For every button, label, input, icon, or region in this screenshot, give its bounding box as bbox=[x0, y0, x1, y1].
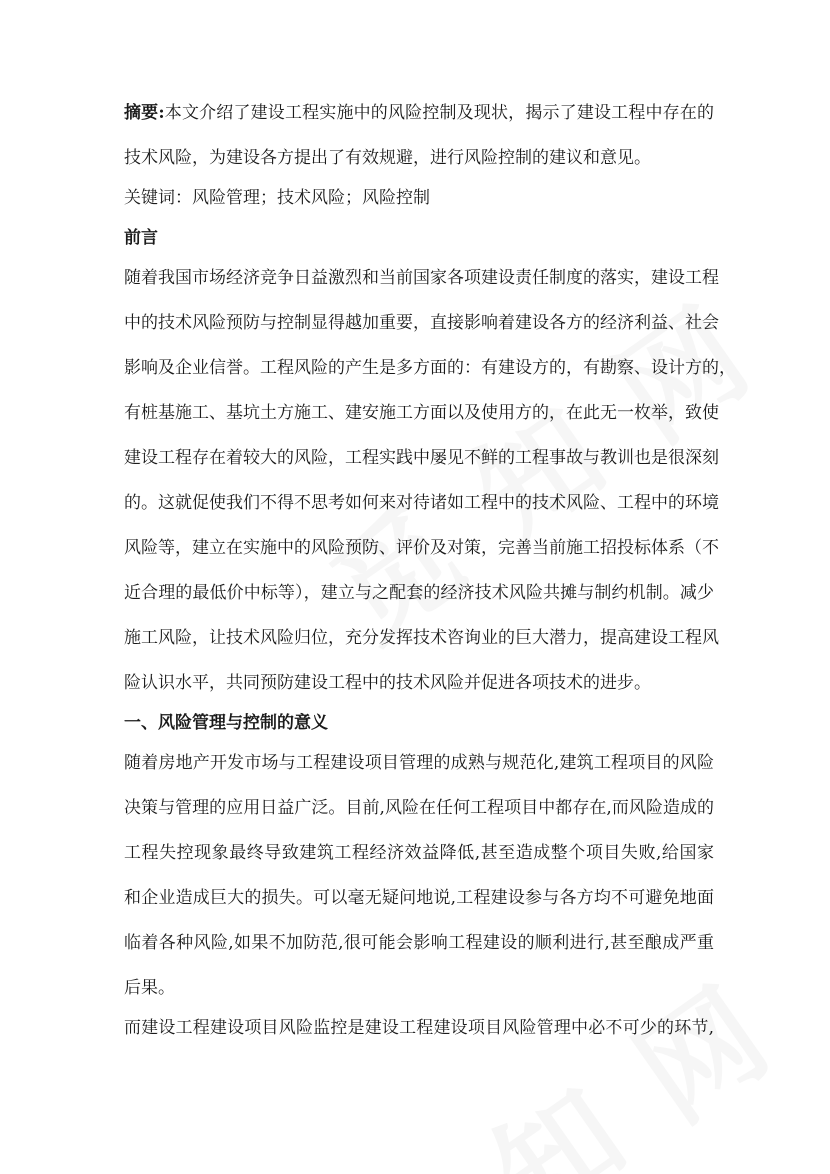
preface-line: 的。这就促使我们不得不思考如何来对待诸如工程中的技术风险、工程中的环境 bbox=[124, 493, 719, 513]
abstract-text: 本文介绍了建设工程实施中的风险控制及现状，揭示了建设工程中存在的 bbox=[164, 103, 715, 123]
preface-line: 中的技术风险预防与控制显得越加重要，直接影响着建设各方的经济利益、社会 bbox=[124, 313, 719, 333]
section-line: 决策与管理的应用日益广泛。目前,风险在任何工程项目中都存在,而风险造成的 bbox=[124, 798, 714, 818]
abstract-line-1 bbox=[124, 105, 714, 122]
keywords: 关键词：风险管理；技术风险；风险控制 bbox=[124, 188, 430, 208]
preface-line: 影响及企业信誉。工程风险的产生是多方面的：有建设方的，有勘察、设计方的， bbox=[124, 358, 736, 378]
section-line: 工程失控现象最终导致建筑工程经济效益降低,甚至造成整个项目失败,给国家 bbox=[124, 843, 714, 863]
section-line: 和企业造成巨大的损失。可以毫无疑问地说,工程建设参与各方均不可避免地面 bbox=[124, 888, 714, 908]
preface-heading: 前言 bbox=[124, 228, 158, 248]
preface-line: 有桩基施工、基坑土方施工、建安施工方面以及使用方的，在此无一枚举，致使 bbox=[124, 403, 719, 423]
preface-line: 施工风险，让技术风险归位，充分发挥技术咨询业的巨大潜力，提高建设工程风 bbox=[124, 628, 719, 648]
preface-line: 险认识水平，共同预防建设工程中的技术风险并促进各项技术的进步。 bbox=[124, 673, 651, 693]
abstract-label: 摘要: bbox=[124, 103, 165, 123]
abstract-line-2: 技术风险，为建设各方提出了有效规避，进行风险控制的建议和意见。 bbox=[124, 148, 651, 168]
preface-line: 风险等，建立在实施中的风险预防、评价及对策，完善当前施工招投标体系（不 bbox=[124, 538, 719, 558]
section-1-heading: 一、风险管理与控制的意义 bbox=[124, 713, 328, 733]
section-line: 而建设工程建设项目风险监控是建设工程建设项目风险管理中必不可少的环节, bbox=[124, 1018, 714, 1038]
document-body bbox=[124, 103, 736, 1038]
section-1-paragraph-1 bbox=[124, 755, 714, 997]
section-line: 临着各种风险,如果不加防范,很可能会影响工程建设的顺利进行,甚至酿成严重 bbox=[124, 933, 714, 953]
preface-line: 随着我国市场经济竞争日益激烈和当前国家各项建设责任制度的落实，建设工程 bbox=[124, 268, 719, 288]
section-1-paragraph-2 bbox=[124, 1020, 714, 1037]
preface-line: 建设工程存在着较大的风险，工程实践中屡见不鲜的工程事故与教训也是很深刻 bbox=[124, 448, 719, 468]
abstract bbox=[124, 105, 714, 167]
preface-line: 近合理的最低价中标等），建立与之配套的经济技术风险共摊与制约机制。减少 bbox=[124, 583, 714, 603]
section-line: 后果。 bbox=[124, 978, 175, 998]
section-line: 随着房地产开发市场与工程建设项目管理的成熟与规范化,建筑工程项目的风险 bbox=[124, 753, 714, 773]
preface-paragraph bbox=[124, 268, 736, 693]
